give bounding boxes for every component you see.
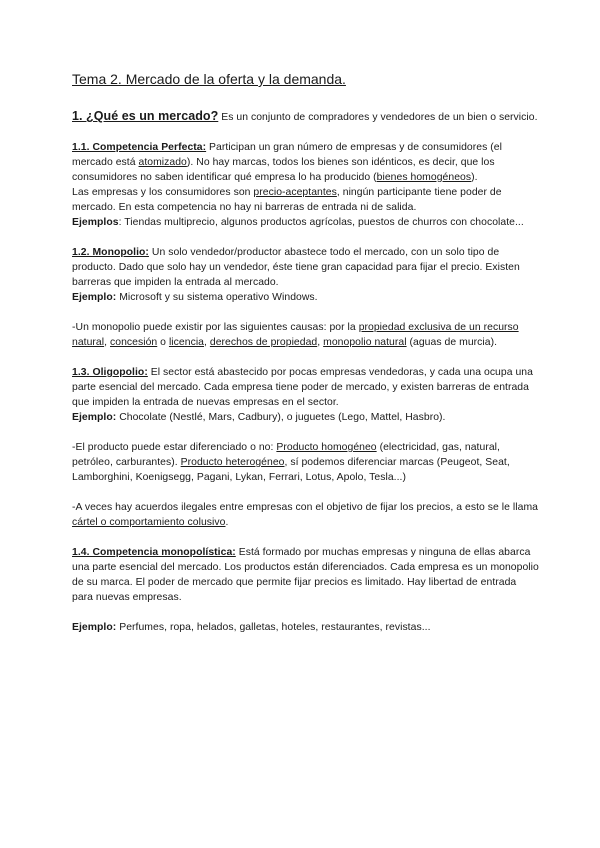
section-competencia-perfecta bbox=[72, 140, 540, 230]
example-text: Microsoft y su sistema operativo Windows. bbox=[116, 292, 318, 303]
definition-text: Es un conjunto de compradores y vendedores de un bien o servicio. bbox=[218, 112, 538, 123]
heading-que-es-mercado: 1. ¿Qué es un mercado? bbox=[72, 109, 219, 123]
body-text: , ningún participante tiene poder de mercado. En esta competencia no hay ni barreras de entrada ni de salida. bbox=[72, 187, 502, 213]
term-licencia: licencia bbox=[168, 337, 205, 348]
term-propiedad-exclusiva: propiedad exclusiva de un recurso natural bbox=[72, 322, 519, 348]
example-label: Ejemplo: bbox=[72, 622, 117, 633]
heading-competencia-perfecta: 1.1. Competencia Perfecta: bbox=[72, 142, 207, 153]
section-monopolio bbox=[72, 245, 540, 305]
paragraph-ejemplo-monopolistica bbox=[72, 620, 540, 635]
term-derechos-propiedad: derechos de propiedad bbox=[209, 337, 318, 348]
term-producto-homogeneo: Producto homogéneo bbox=[276, 442, 377, 453]
example-text: Perfumes, ropa, helados, galletas, hoteles, restaurantes, revistas... bbox=[116, 622, 431, 633]
term-producto-heterogeneo: Producto heterogéneo bbox=[180, 457, 285, 468]
section-que-es-mercado bbox=[72, 109, 540, 125]
term-monopolio-natural: monopolio natural bbox=[323, 337, 407, 348]
body-text: o bbox=[157, 337, 169, 348]
term-cartel: cártel o comportamiento colusivo bbox=[72, 517, 226, 528]
body-text: Participan un gran número de empresas y de consumidores (el mercado está bbox=[72, 142, 502, 168]
example-label: Ejemplos bbox=[72, 217, 119, 228]
body-text: , bbox=[204, 337, 210, 348]
section-oligopolio bbox=[72, 365, 540, 425]
example-label: Ejemplo: bbox=[72, 292, 117, 303]
heading-competencia-monopolistica: 1.4. Competencia monopolística: bbox=[72, 547, 236, 558]
body-text: El sector está abastecido por pocas empresas vendedoras, y cada una ocupa una parte esencial del mercado. Cada empresa tiene poder de mercado, y existen barreras de entrada que impiden la entrada de nuevas empresas en el sector. bbox=[72, 367, 533, 408]
body-text: , bbox=[317, 337, 324, 348]
body-text: -Un monopolio puede existir por las siguientes causas: por la bbox=[72, 322, 359, 333]
example-text: : Tiendas multiprecio, algunos productos agrícolas, puestos de churros con chocolate... bbox=[118, 217, 524, 228]
paragraph-monopolio-causas bbox=[72, 320, 540, 350]
body-text: . bbox=[225, 517, 229, 528]
body-text: Un solo vendedor/productor abastece todo el mercado, con un solo tipo de producto. Dado que solo hay un vendedor, éste tiene gran capacidad para fijar el precio. Existen barreras que impiden la entrada al mercado. bbox=[72, 247, 520, 288]
body-text: Está formado por muchas empresas y ninguna de ellas abarca una parte esencial del mercado. Los productos están diferenciados. Cada empresa es un monopolio de su marca. El poder de mercado que permite fijar precios es limitado. Hay libertad de entrada para nuevas empresas. bbox=[72, 547, 539, 603]
body-text: -El producto puede estar diferenciado o no: bbox=[72, 442, 277, 453]
example-text: Chocolate (Nestlé, Mars, Cadbury), o juguetes (Lego, Mattel, Hasbro). bbox=[116, 412, 446, 423]
body-text: (aguas de murcia). bbox=[406, 337, 498, 348]
body-text: (electricidad, gas, natural, petróleo, carburantes). bbox=[72, 442, 500, 468]
body-text: ). No hay marcas, todos los bienes son idénticos, es decir, que los consumidores no saben identificar qué empresa lo ha producido ( bbox=[72, 157, 495, 183]
document-title: Tema 2. Mercado de la oferta y la demanda. bbox=[72, 71, 346, 87]
body-text: , sí podemos diferenciar marcas (Peugeot, Seat, Lamborghini, Koenigsegg, Pagani, Lykan, Ferrari, Lotus, Apolo, Tesla...) bbox=[72, 457, 510, 483]
body-text: -A veces hay acuerdos ilegales entre empresas con el objetivo de fijar los precios, a esto se le llama bbox=[72, 502, 538, 513]
body-text: , bbox=[104, 337, 110, 348]
paragraph-producto-diferenciado bbox=[72, 440, 540, 485]
body-text: ). bbox=[471, 172, 478, 183]
section-competencia-monopolistica bbox=[72, 545, 540, 605]
heading-monopolio: 1.2. Monopolio: bbox=[72, 247, 149, 258]
term-precio-aceptantes: precio-aceptantes bbox=[253, 187, 337, 198]
term-concesion: concesión bbox=[110, 337, 158, 348]
body-text: Las empresas y los consumidores son bbox=[72, 187, 254, 198]
term-atomizado: atomizado bbox=[138, 157, 187, 168]
term-bienes-homogeneos: bienes homogéneos bbox=[376, 172, 472, 183]
example-label: Ejemplo: bbox=[72, 412, 117, 423]
heading-oligopolio: 1.3. Oligopolio: bbox=[72, 367, 148, 378]
paragraph-cartel bbox=[72, 500, 540, 530]
